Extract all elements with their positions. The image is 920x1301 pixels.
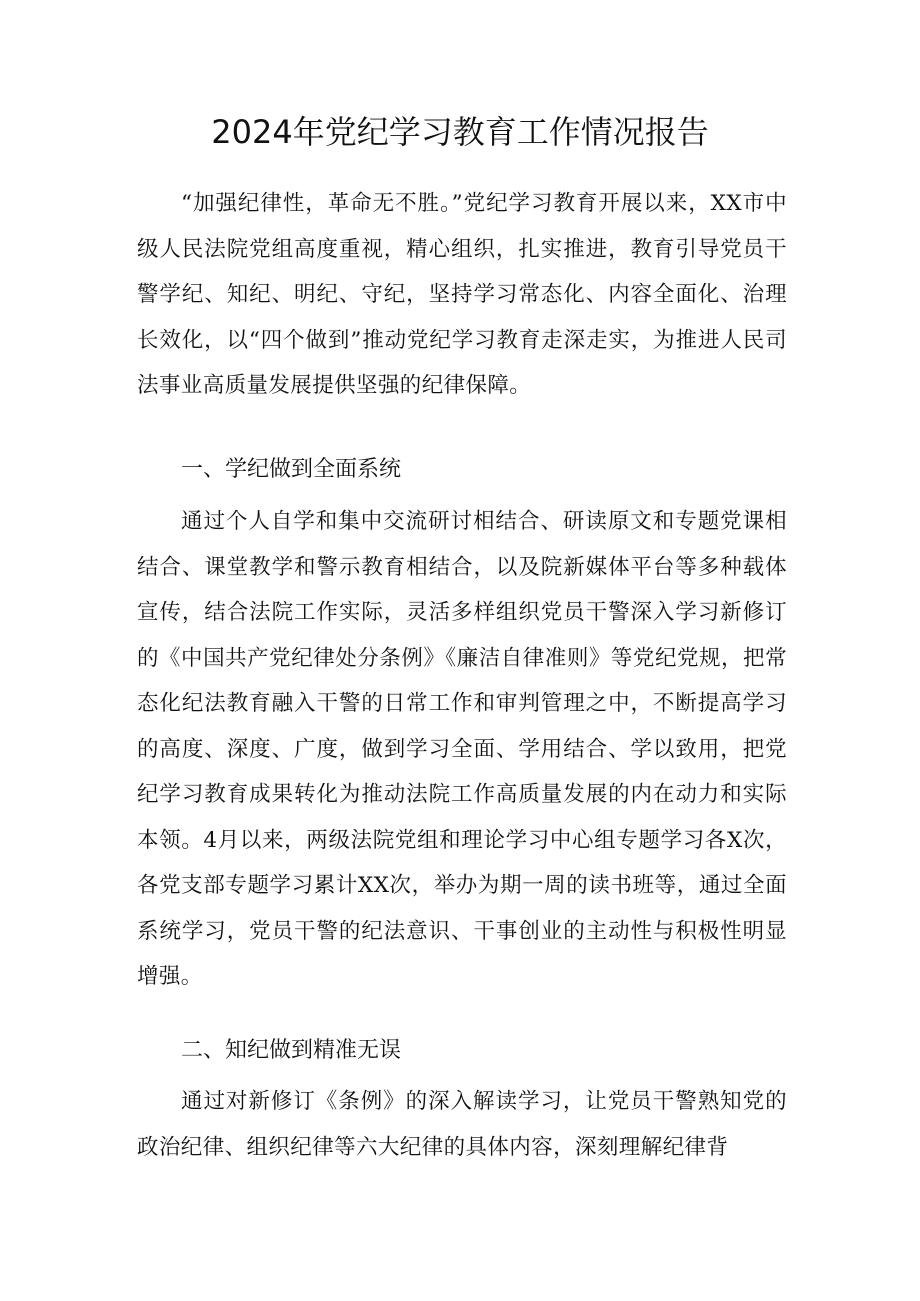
section-2-heading: 二、知纪做到精准无误 (181, 1038, 402, 1063)
section-1-paragraph: 通过个人自学和集中交流研讨相结合、研读原文和专题党课相结合、课堂教学和警示教育相结合，以及院新媒体平台等多种载体宣传，结合法院工作实际，灵活多样组织党员干警深入学习新修订的《中国共产党纪律处分条例》《廉洁自律准则》等党纪党规，把常态化纪法教育融入干警的日常工作和审判管理之中，不断提高学习的高度、深度、广度，做到学习全面、学用结合、学以致用，把党纪学习教育成果转化为推动法院工作高质量发展的内在动力和实际本领。4月以来，两级法院党组和理论学习中心组专题学习各X次，各党支部专题学习累计XX次，举办为期一周的读书班等，通过全面系统学习，党员干警的纪法意识、干事创业的主动性与积极性明显增强。 (137, 509, 787, 989)
intro-paragraph: “加强纪律性，革命无不胜。”党纪学习教育开展以来，XX市中级人民法院党组高度重视，精心组织，扎实推进，教育引导党员干警学纪、知纪、明纪、守纪，坚持学习常态化、内容全面化、治理长效化，以“四个做到”推动党纪学习教育走深走实，为推进人民司法事业高质量发展提供坚强的纪律保障。 (137, 191, 787, 398)
document-title: 2024年党纪学习教育工作情况报告 (211, 113, 709, 151)
section-1-heading: 一、学纪做到全面系统 (181, 457, 402, 482)
section-2-paragraph: 通过对新修订《条例》的深入解读学习，让党员干警熟知党的政治纪律、组织纪律等六大纪律的具体内容，深刻理解纪律背 (137, 1089, 787, 1160)
